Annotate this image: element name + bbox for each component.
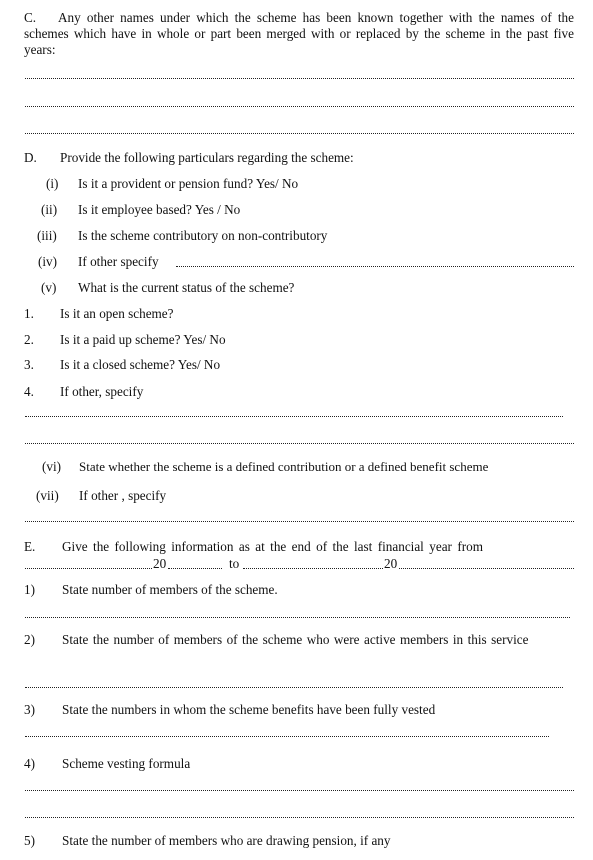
item-text: Scheme vesting formula xyxy=(62,756,191,771)
to-year-field[interactable] xyxy=(399,558,574,569)
to-word: to xyxy=(229,556,240,571)
item-number: 1) xyxy=(24,582,35,597)
answer-line[interactable] xyxy=(25,521,574,522)
specify-field[interactable] xyxy=(176,256,574,267)
item-number: 5) xyxy=(24,833,35,848)
item-text: If other , specify xyxy=(79,488,167,503)
item-number: 2. xyxy=(24,332,34,347)
from-year-prefix: 20 xyxy=(153,556,167,571)
item-text: Is it a paid up scheme? Yes/ No xyxy=(60,332,226,347)
item-number: (v) xyxy=(41,280,57,295)
section-e-label: E. xyxy=(24,539,36,554)
from-year-field[interactable] xyxy=(168,558,222,569)
item-number: 1. xyxy=(24,306,34,321)
item-number: (i) xyxy=(46,176,59,191)
to-year-prefix: 20 xyxy=(384,556,398,571)
item-text: Is it employee based? Yes / No xyxy=(78,202,241,217)
section-d-text: Provide the following particulars regarding the scheme: xyxy=(60,150,354,165)
item-text: If other, specify xyxy=(60,384,144,399)
section-c-label: C. xyxy=(24,10,37,25)
answer-line[interactable] xyxy=(25,106,574,107)
item-text: State the numbers in whom the scheme benefits have been fully vested xyxy=(62,702,436,717)
answer-line[interactable] xyxy=(25,416,563,417)
answer-line[interactable] xyxy=(25,790,574,791)
list-item xyxy=(24,632,574,648)
section-e-text: Give the following information as at the end of the last financial year from xyxy=(62,539,483,554)
answer-line[interactable] xyxy=(25,687,563,688)
item-text: Is the scheme contributory on non-contributory xyxy=(78,228,328,243)
section-d-label: D. xyxy=(24,150,37,165)
item-number: (vii) xyxy=(36,488,59,503)
item-number: 4. xyxy=(24,384,34,399)
item-number: 3) xyxy=(24,702,35,717)
answer-line[interactable] xyxy=(25,736,549,737)
item-text: Is it a closed scheme? Yes/ No xyxy=(60,357,221,372)
item-number: 4) xyxy=(24,756,35,771)
to-day-field[interactable] xyxy=(243,558,383,569)
item-text: State whether the scheme is a defined contribution or a defined benefit scheme xyxy=(79,459,489,474)
item-text: State the number of members of the scheme who were active members in this service xyxy=(62,632,529,647)
item-number: (vi) xyxy=(42,459,62,474)
item-number: 3. xyxy=(24,357,34,372)
item-text: State number of members of the scheme. xyxy=(62,582,278,597)
answer-line[interactable] xyxy=(25,443,574,444)
answer-line[interactable] xyxy=(25,133,574,134)
item-number: (iv) xyxy=(38,254,58,269)
section-c-text: Any other names under which the scheme has been known together with the names of the schemes which have in whole or part been merged with or replaced by the scheme in the past five years: xyxy=(24,10,574,57)
item-text: If other specify xyxy=(78,254,159,269)
item-number: 2) xyxy=(24,632,35,647)
item-text: What is the current status of the scheme? xyxy=(78,280,295,295)
item-text: Is it an open scheme? xyxy=(60,306,174,321)
item-number: (ii) xyxy=(41,202,58,217)
item-number: (iii) xyxy=(37,228,57,243)
answer-line[interactable] xyxy=(25,78,574,79)
answer-line[interactable] xyxy=(25,617,570,618)
item-text: Is it a provident or pension fund? Yes/ No xyxy=(78,176,299,191)
item-text: State the number of members who are drawing pension, if any xyxy=(62,833,391,848)
from-day-field[interactable] xyxy=(25,558,152,569)
answer-line[interactable] xyxy=(25,817,574,818)
section-c-paragraph xyxy=(24,10,574,58)
